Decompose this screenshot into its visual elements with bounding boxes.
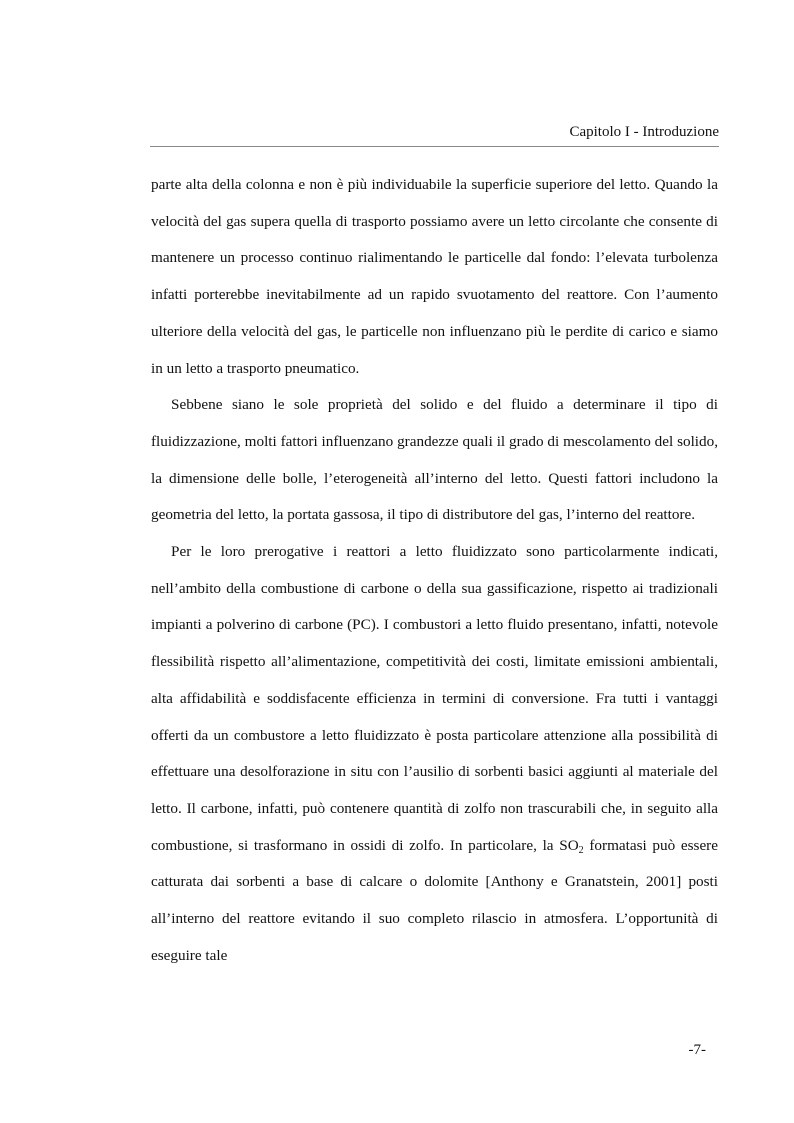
page-number: -7- — [688, 1042, 706, 1058]
paragraph-2: Sebbene siano le sole proprietà del solido e del fluido a determinare il tipo di fluidizzazione, molti fattori influenzano grandezze quali il grado di mescolamento del solido, la dimensione delle bolle, l’eterogeneità all’interno del letto. Questi fattori includono la geometria del letto, la portata gassosa, il tipo di distributore del gas, l’interno del reattore. — [151, 396, 718, 524]
formula-subscript: 2 — [578, 844, 584, 856]
so2-formula — [559, 837, 583, 854]
paragraph-1: parte alta della colonna e non è più individuabile la superficie superiore del letto. Quando la velocità del gas supera quella di trasporto possiamo avere un letto circolante che consente di mantenere un processo continuo rialimentando le particelle dal fondo: l’elevata turbolenza infatti porterebbe inevitabilmente ad un rapido svuotamento del reattore. Con l’aumento ulteriore della velocità del gas, le particelle non influenzano più le perdite di carico e siamo in un letto a trasporto pneumatico. — [151, 176, 718, 377]
paragraph-3-text-end: formatasi può essere catturata dai sorbenti a base di calcare o dolomite [Anthony e Granatstein, 2001] posti all’interno del reattore evitando il suo completo rilascio in atmosfera. L’opportunità di eseguire tale — [151, 836, 718, 964]
formula-base: SO — [559, 836, 579, 854]
running-header: Capitolo I - Introduzione — [569, 124, 719, 140]
header-divider — [150, 146, 719, 147]
paragraph-3 — [151, 534, 718, 974]
paragraph-3-text-start: Per le loro prerogative i reattori a letto fluidizzato sono particolarmente indicati, nell’ambito della combustione di carbone o della sua gassificazione, rispetto ai tradizionali impianti a polverino di carbone (PC). I combustori a letto fluido presentano, infatti, notevole flessibilità rispetto all’alimentazione, competitività dei costi, limitate emissioni ambientali, alta affidabilità e soddisfacente efficienza in termini di conversione. Fra tutti i vantaggi offerti da un combustore a letto fluidizzato è posta particolare attenzione alla possibilità di effettuare una desolforazione in situ con l’ausilio di sorbenti basici aggiunti al materiale del letto. Il carbone, infatti, può contenere quantità di zolfo non trascurabili che, in seguito alla combustione, si trasformano in ossidi di zolfo. In particolare, la — [151, 543, 718, 854]
body-text — [151, 167, 718, 974]
